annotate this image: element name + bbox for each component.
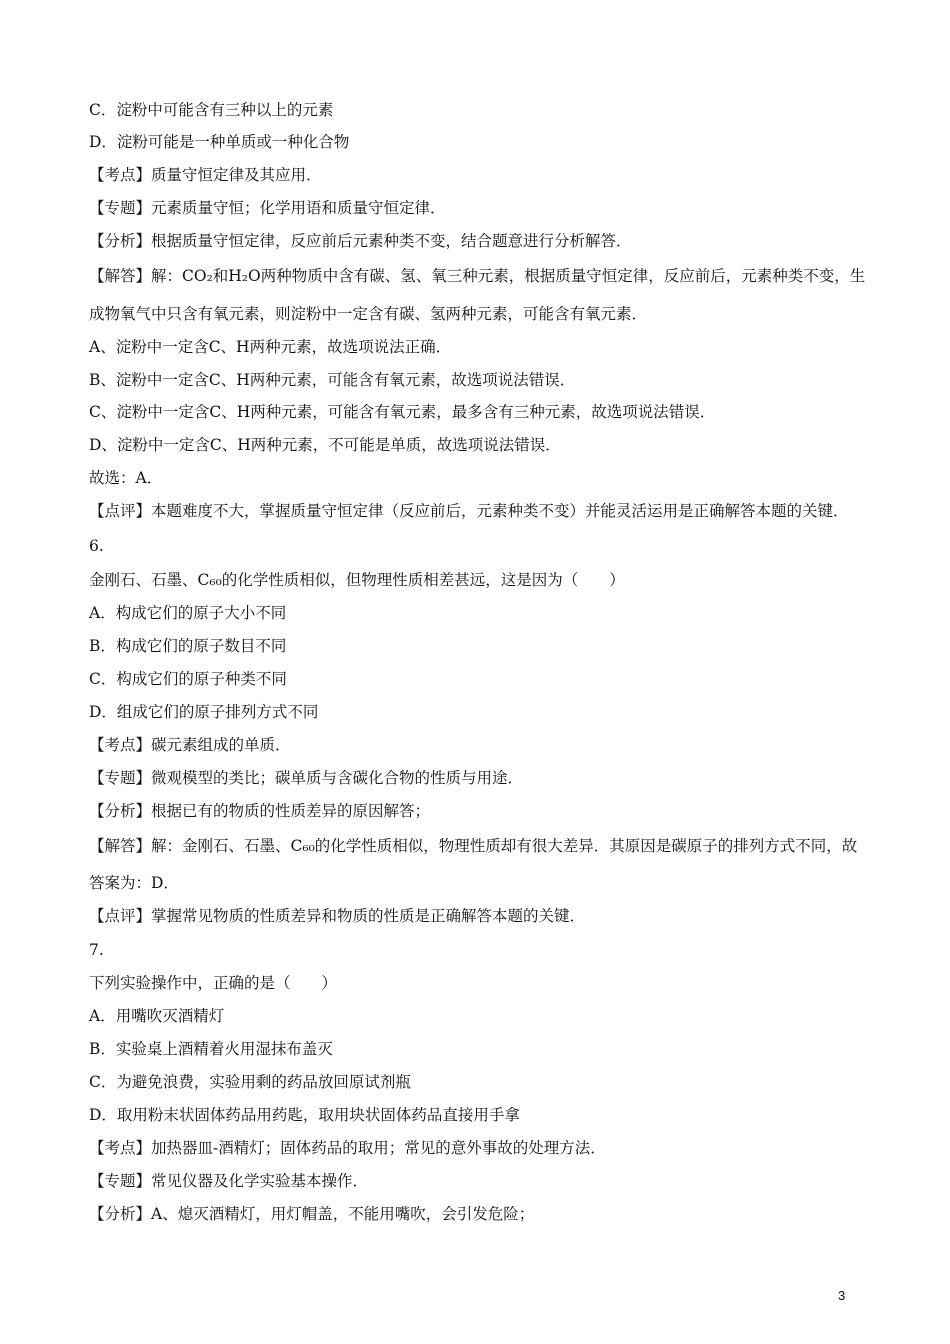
- text-line: A、淀粉中一定含C、H两种元素，故选项说法正确．: [89, 338, 452, 356]
- option-d: D．取用粉末状固体药品用药匙，取用块状固体药品直接用手拿: [89, 1106, 520, 1124]
- text-line: 【点评】本题难度不大，掌握质量守恒定律（反应前后，元素种类不变）并能灵活运用是正确解答本题的关键．: [89, 502, 849, 520]
- question-number: 7.: [89, 941, 104, 959]
- text-line: 答案为：D．: [89, 874, 179, 892]
- option-d: D．组成它们的原子排列方式不同: [89, 703, 319, 721]
- text-line: 【考点】碳元素组成的单质．: [89, 736, 291, 754]
- question-stem: 金刚石、石墨、C₆₀的化学性质相似，但物理性质相差甚远，这是因为（ ）: [89, 571, 625, 589]
- option-a: A．构成它们的原子大小不同: [89, 604, 287, 622]
- text-line: 【分析】根据质量守恒定律，反应前后元素种类不变，结合题意进行分析解答．: [89, 232, 632, 250]
- text-line: 【专题】元素质量守恒；化学用语和质量守恒定律．: [89, 199, 446, 217]
- text-line: 故选：A．: [89, 469, 163, 487]
- text-line: 【专题】微观模型的类比；碳单质与含碳化合物的性质与用途．: [89, 769, 524, 787]
- option-c: C．为避免浪费，实验用剩的药品放回原试剂瓶: [89, 1073, 411, 1091]
- text-line: 【解答】解：CO₂和H₂O两种物质中含有碳、氢、氧三种元素，根据质量守恒定律，反应前后，元素种类不变，生: [89, 267, 866, 285]
- text-line: 【考点】质量守恒定律及其应用．: [89, 166, 322, 184]
- text-line: C、淀粉中一定含C、H两种元素，可能含有氧元素，最多含有三种元素，故选项说法错误．: [89, 403, 716, 421]
- text-line: C．淀粉中可能含有三种以上的元素: [89, 101, 334, 119]
- question-number: 6.: [89, 537, 104, 555]
- text-line: 【分析】根据已有的物质的性质差异的原因解答；: [89, 802, 431, 820]
- text-line: D．淀粉可能是一种单质或一种化合物: [89, 133, 350, 151]
- text-line: 【分析】A、熄灭酒精灯，用灯帽盖，不能用嘴吹，会引发危险；: [89, 1205, 535, 1223]
- question-stem: 下列实验操作中，正确的是（ ）: [89, 974, 338, 992]
- page-number: 3: [838, 1288, 846, 1303]
- text-line: D、淀粉中一定含C、H两种元素，不可能是单质，故选项说法错误．: [89, 436, 561, 454]
- text-line: 成物氧气中只含有氧元素，则淀粉中一定含有碳、氢两种元素，可能含有氧元素．: [89, 305, 648, 323]
- option-b: B．实验桌上酒精着火用湿抹布盖灭: [89, 1040, 333, 1058]
- text-line: B、淀粉中一定含C、H两种元素，可能含有氧元素，故选项说法错误．: [89, 371, 576, 389]
- text-line: 【点评】掌握常见物质的性质差异和物质的性质是正确解答本题的关键．: [89, 907, 586, 925]
- text-line: 【考点】加热器皿-酒精灯；固体药品的取用；常见的意外事故的处理方法．: [89, 1139, 606, 1157]
- option-b: B．构成它们的原子数目不同: [89, 637, 287, 655]
- text-line: 【专题】常见仪器及化学实验基本操作．: [89, 1172, 369, 1190]
- option-c: C．构成它们的原子种类不同: [89, 670, 287, 688]
- text-line: 【解答】解：金刚石、石墨、C₆₀的化学性质相似，物理性质却有很大差异．其原因是碳原子的排列方式不同，故: [89, 837, 858, 855]
- option-a: A．用嘴吹灭酒精灯: [89, 1007, 225, 1025]
